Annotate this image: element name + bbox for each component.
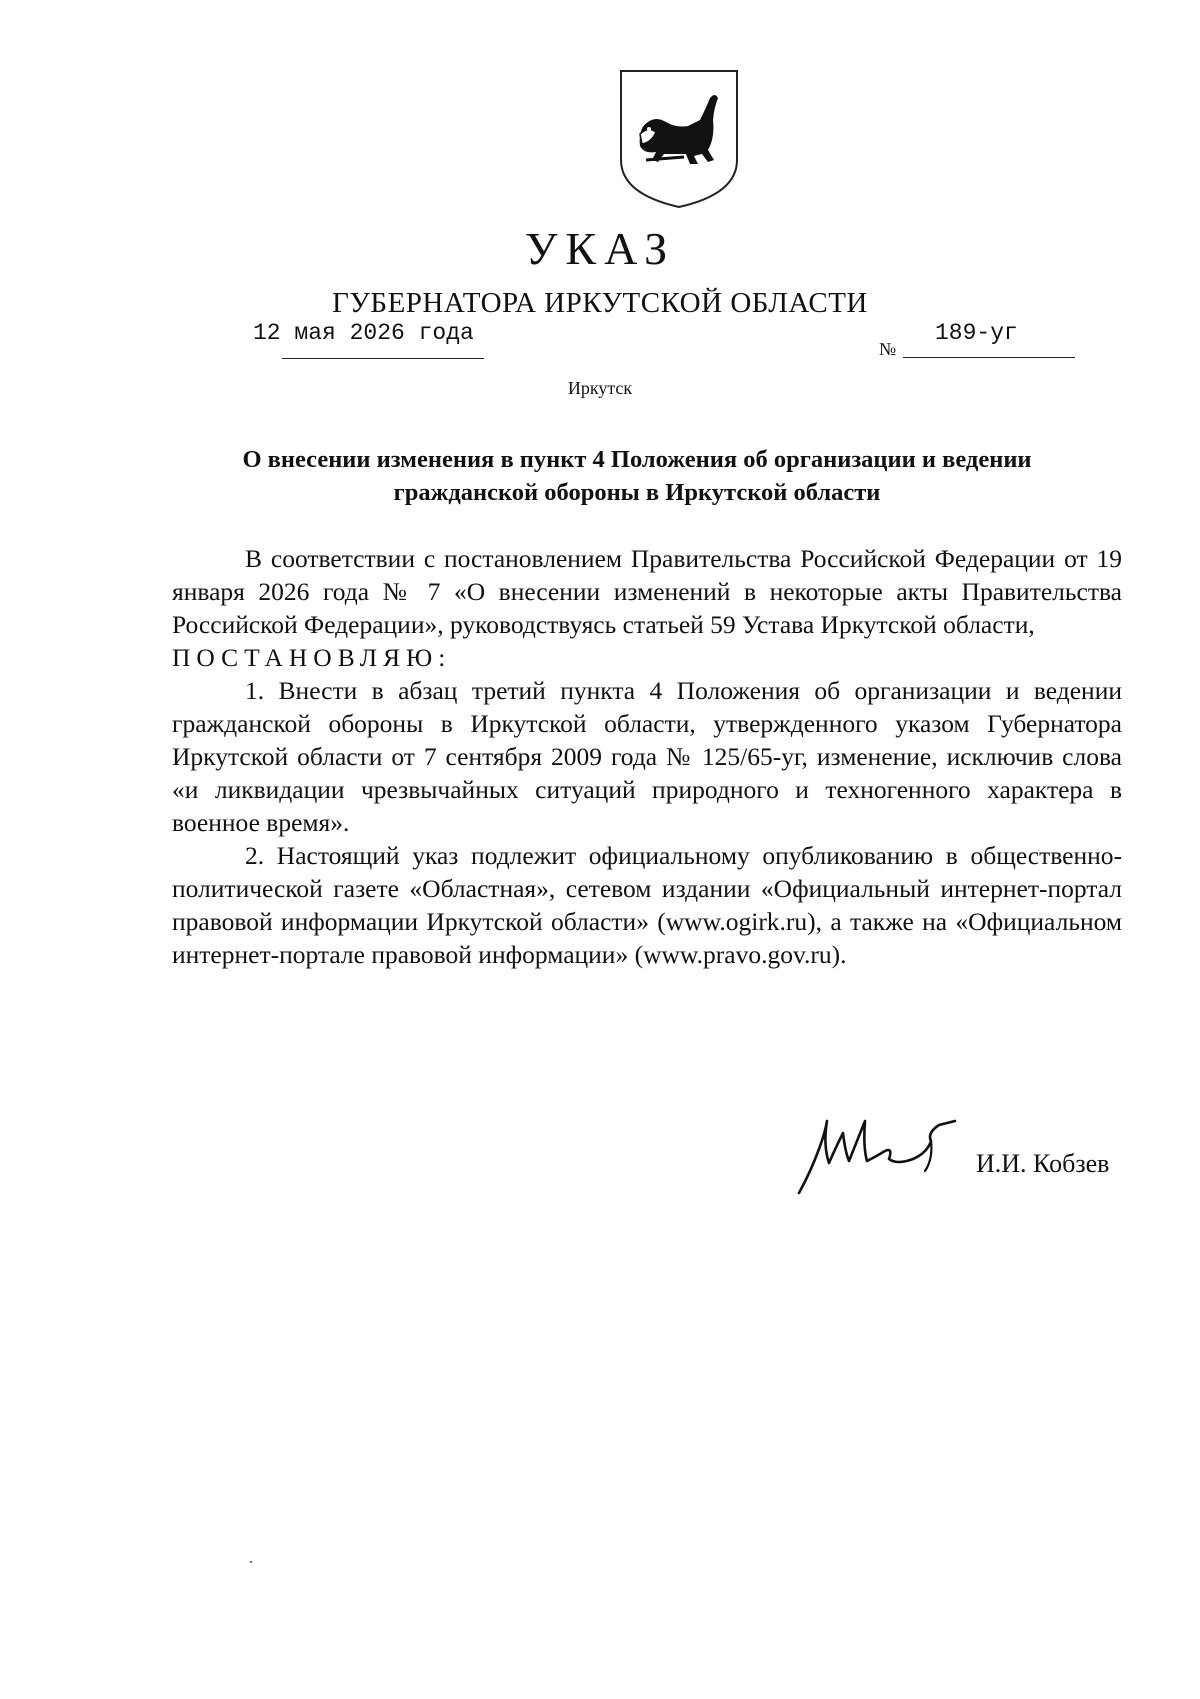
document-issuer: ГУБЕРНАТОРА ИРКУТСКОЙ ОБЛАСТИ [332, 287, 868, 319]
document-title: УКАЗ [524, 223, 676, 274]
item-2-paragraph: 2. Настоящий указ подлежит официальному опубликованию в общественно-политической газете «Областная», сетевом издании «Официальный интернет-портал правовой информации Иркутской области» (www.ogirk.ru), а также на «Официальном интернет-портале правовой информации» (www.pravo.gov.ru). [172, 841, 1122, 969]
coat-of-arms-icon [618, 68, 740, 210]
signer-name: И.И. Кобзев [976, 1149, 1110, 1178]
decree-word: ПОСТАНОВЛЯЮ: [172, 643, 452, 672]
document-city: Иркутск [567, 378, 633, 398]
document-body [172, 542, 1122, 971]
document-number: 189-уг [935, 320, 1018, 346]
handwritten-signature-icon [793, 1111, 963, 1197]
number-sign: № [879, 339, 897, 359]
number-underline [903, 357, 1075, 358]
date-underline [282, 358, 484, 359]
scan-speck [250, 1561, 252, 1563]
document-heading: О внесении изменения в пункт 4 Положения об организации и ведении гражданской обороны в Иркутской области [242, 446, 1032, 506]
item-1-paragraph: 1. Внести в абзац третий пункта 4 Положения об организации и ведении гражданской обороны в Иркутской области, утвержденного указом Губернатора Иркутской области от 7 сентября 2009 года № 125/65-уг, изменение, исключив слова «и ликвидации чрезвычайных ситуаций природного и техногенного характера в военное время». [172, 676, 1122, 837]
preamble-paragraph: В соответствии с постановлением Правительства Российской Федерации от 19 января 2026 года № 7 «О внесении изменений в некоторые акты Правительства Российской Федерации», руководствуясь статьей 59 Устава Иркутской области, [172, 544, 1122, 639]
document-date: 12 мая 2026 года [253, 320, 474, 346]
